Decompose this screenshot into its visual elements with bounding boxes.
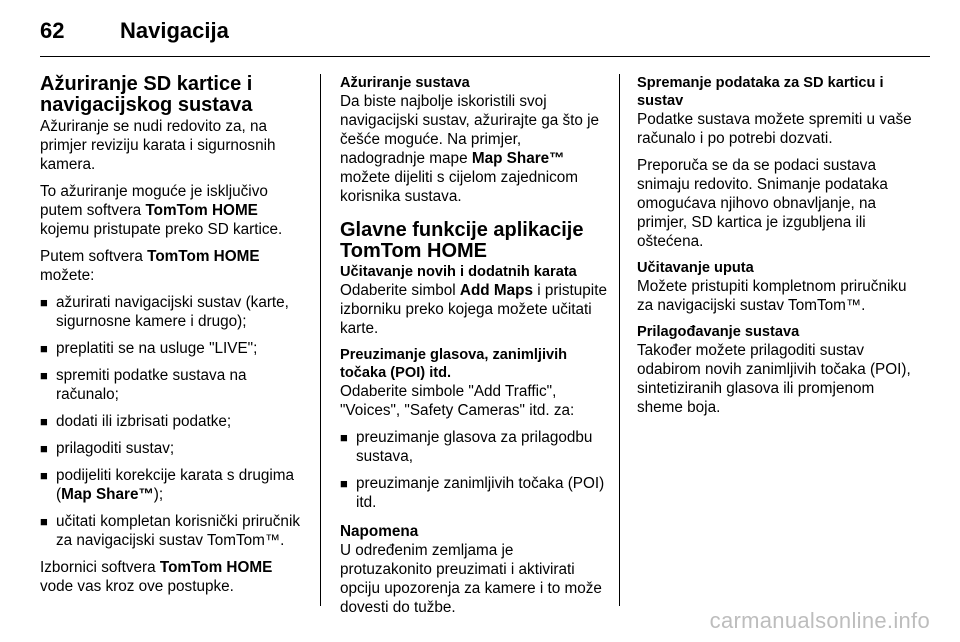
bold-text: Add Maps xyxy=(459,282,533,299)
text: Izbornici softvera xyxy=(40,559,160,576)
column-divider xyxy=(619,74,620,606)
list-item: ■ preuzimanje glasova za prilagodbu sustava, xyxy=(340,428,608,466)
download-list xyxy=(340,428,608,512)
paragraph xyxy=(340,92,608,206)
section-title: Ažuriranje SD kartice i navigacijskog sustava xyxy=(40,73,253,116)
bold-text: Map Share™ xyxy=(471,150,565,167)
paragraph: Preporuča se da se podaci sustava snimaju redovito. Snimanje podataka omogućava njihovo obnavljanje, na primjer, SD kartica je izgubljena ili oštećena. xyxy=(637,157,888,250)
text: možete dijeliti s cijelom zajednicom korisnika sustava. xyxy=(340,169,579,205)
text: Da biste najbolje iskoristili svoj navigacijski sustav, ažurirajte ga što je češće moguće. Na primjer, nadogradnje mape xyxy=(340,93,600,167)
bold-text: TomTom HOME xyxy=(159,559,273,576)
paragraph: Odaberite simbole "Add Traffic", "Voices", "Safety Cameras" itd. za: xyxy=(340,383,575,419)
list-item: ■ prilagoditi sustav; xyxy=(40,439,308,458)
subsection-title: Učitavanje novih i dodatnih karata xyxy=(340,264,577,280)
paragraph: Ažuriranje se nudi redovito za, na primjer reviziju karata i sigurnosnih kamera. xyxy=(40,118,276,173)
text: podijeliti korekcije karata s drugima ( xyxy=(56,467,295,503)
page-number: 62 xyxy=(40,18,65,43)
list-item: ■ ažurirati navigacijski sustav (karte, sigurnosne kamere i drugo); xyxy=(40,293,308,331)
column-divider xyxy=(320,74,321,606)
section-title: Glavne funkcije aplikacije TomTom HOME xyxy=(340,219,584,262)
column-2 xyxy=(340,74,608,617)
list-item: ■ učitati kompletan korisnički priručnik za navigacijski sustav TomTom™. xyxy=(40,512,308,550)
subsection-title: Prilagođavanje sustava xyxy=(637,324,800,340)
subsection-title: Učitavanje uputa xyxy=(637,260,754,276)
page-header xyxy=(40,12,930,57)
text: Putem softvera xyxy=(40,248,148,265)
feature-list xyxy=(40,293,308,550)
chapter-title: Navigacija xyxy=(120,18,229,43)
text: vode vas kroz ove postupke. xyxy=(40,578,234,595)
list-item xyxy=(40,466,308,504)
paragraph xyxy=(40,558,308,596)
paragraph: Možete pristupiti kompletnom priručniku za navigacijski sustav TomTom™. xyxy=(637,278,907,314)
bold-text: TomTom HOME xyxy=(145,202,258,219)
list-item: ■ dodati ili izbrisati podatke; xyxy=(40,412,308,431)
paragraph: Također možete prilagoditi sustav odabirom novih zanimljivih točaka (POI), sintetiziranih glasova ili promjenom sheme boja. xyxy=(637,342,911,416)
paragraph xyxy=(40,247,308,285)
watermark: carmanualsonline.info xyxy=(709,608,930,633)
paragraph xyxy=(40,182,308,239)
note-title: Napomena xyxy=(340,523,419,540)
note xyxy=(340,522,608,617)
text: i pristupite izborniku preko kojega možete učitati karte. xyxy=(340,282,607,337)
paragraph: Podatke sustava možete spremiti u vaše računalo i po potrebi dozvati. xyxy=(637,111,912,147)
text: Odaberite simbol xyxy=(340,282,460,299)
list-item: ■ spremiti podatke sustava na računalo; xyxy=(40,366,308,404)
bold-text: Map Share™ xyxy=(61,486,154,503)
subsection-title: Preuzimanje glasova, zanimljivih točaka (POI) itd. xyxy=(340,347,568,381)
column-1 xyxy=(40,74,308,604)
text: kojemu pristupate preko SD kartice. xyxy=(40,221,283,238)
column-3 xyxy=(637,74,917,425)
paragraph xyxy=(340,281,608,338)
text: To ažuriranje moguće je isključivo putem softvera xyxy=(40,183,268,219)
subsection-title: Ažuriranje sustava xyxy=(340,75,470,91)
list-item: ■ preplatiti se na usluge "LIVE"; xyxy=(40,339,308,358)
note-text: U određenim zemljama je protuzakonito preuzimati i aktivirati opciju upozorenja za kamere i to može dovesti do tužbe. xyxy=(340,542,602,616)
bold-text: TomTom HOME xyxy=(147,248,260,265)
subsection-title: Spremanje podataka za SD karticu i sustav xyxy=(637,75,884,109)
list-item: ■ preuzimanje zanimljivih točaka (POI) itd. xyxy=(340,474,608,512)
text: ); xyxy=(153,486,164,503)
text: možete: xyxy=(40,267,95,284)
